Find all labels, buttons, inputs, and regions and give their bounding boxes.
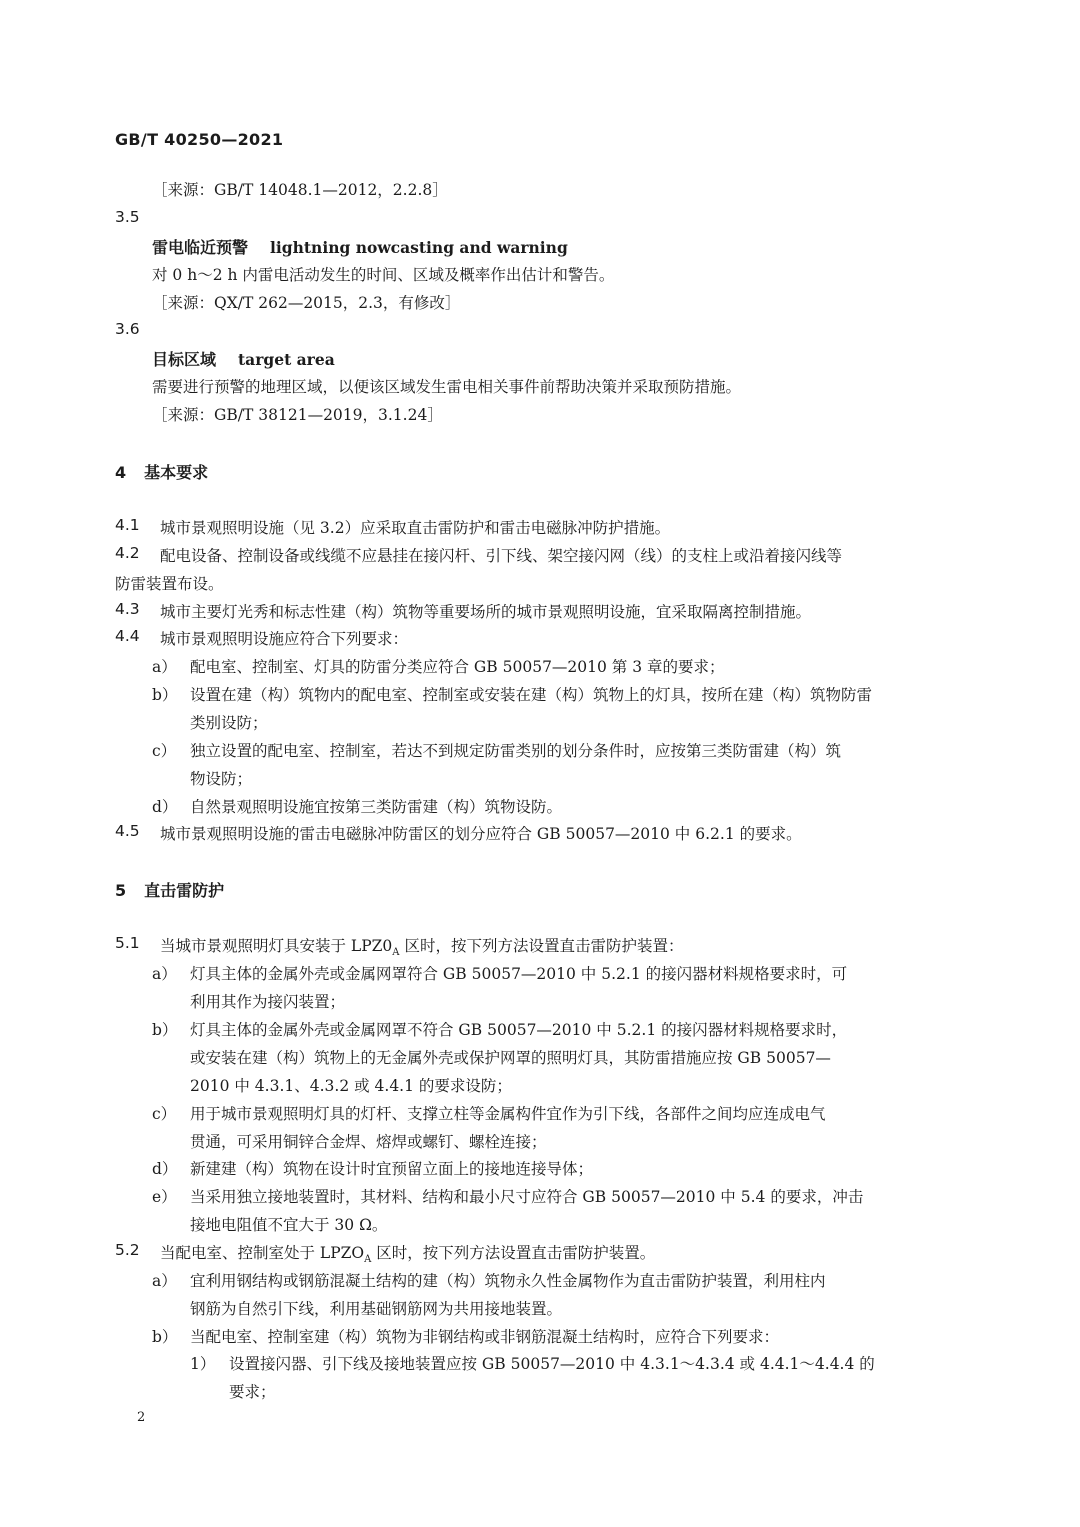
- source-citation: ［来源：GB/T 14048.1—2012，2.2.8］: [152, 181, 448, 199]
- list-item: 利用其作为接闪装置；: [190, 993, 346, 1011]
- list-item: 贯通，可采用铜锌合金焊、熔焊或螺钉、螺栓连接；: [190, 1133, 547, 1151]
- clause-number: 4.5: [115, 822, 140, 840]
- clause-text: 城市景观照明设施的雷击电磁脉冲防雷区的划分应符合 GB 50057—2010 中 6.2.1 的要求。: [160, 825, 802, 843]
- term-definition: 对 0 h～2 h 内雷电活动发生的时间、区域及概率作出估计和警告。: [152, 266, 615, 284]
- term-number: 3.5: [115, 208, 140, 226]
- list-marker: b）: [152, 1328, 178, 1346]
- section-heading: 4 基本要求: [115, 463, 209, 482]
- list-item: 灯具主体的金属外壳或金属网罩不符合 GB 50057—2010 中 5.2.1 的接闪器材料规格要求时，: [190, 1021, 848, 1039]
- clause-number: 5.2: [115, 1241, 140, 1259]
- list-item: 新建建（构）筑物在设计时宜预留立面上的接地连接导体；: [190, 1160, 594, 1178]
- list-item: 灯具主体的金属外壳或金属网罩符合 GB 50057—2010 中 5.2.1 的接闪器材料规格要求时，可: [190, 965, 848, 983]
- list-item: 或安装在建（构）筑物上的无金属外壳或保护网罩的照明灯具，其防雷措施应按 GB 50057—: [190, 1049, 831, 1067]
- term-english: lightning nowcasting and warning: [270, 238, 568, 257]
- term-chinese: 目标区域: [152, 350, 217, 369]
- list-item: 设置在建（构）筑物内的配电室、控制室或安装在建（构）筑物上的灯具，按所在建（构）筑物防雷: [190, 686, 873, 704]
- clause-number: 4.2: [115, 544, 140, 562]
- list-marker: d）: [152, 798, 178, 816]
- list-item: 宜利用钢结构或钢筋混凝土结构的建（构）筑物永久性金属物作为直击雷防护装置，利用柱内: [190, 1272, 826, 1290]
- clause-text: 城市主要灯光秀和标志性建（构）筑物等重要场所的城市景观照明设施，宜采取隔离控制措施。: [160, 603, 812, 621]
- list-item: 钢筋为自然引下线，利用基础钢筋网为共用接地装置。: [190, 1300, 563, 1318]
- list-marker: d）: [152, 1160, 178, 1178]
- clause-number: 4.3: [115, 600, 140, 618]
- list-marker: a）: [152, 658, 177, 676]
- list-marker: c）: [152, 1105, 177, 1123]
- term-chinese: 雷电临近预警: [152, 238, 249, 257]
- page-number: 2: [137, 1410, 146, 1425]
- list-item: 2010 中 4.3.1、4.3.2 或 4.4.1 的要求设防；: [190, 1077, 512, 1095]
- clause-number: 4.4: [115, 627, 140, 645]
- clause-text: 防雷装置布设。: [115, 575, 224, 593]
- list-item: 要求；: [229, 1383, 276, 1401]
- term-number: 3.6: [115, 320, 140, 338]
- list-item: 当配电室、控制室建（构）筑物为非钢结构或非钢筋混凝土结构时，应符合下列要求：: [190, 1328, 780, 1346]
- list-item: 自然景观照明设施宜按第三类防雷建（构）筑物设防。: [190, 798, 563, 816]
- list-item: 设置接闪器、引下线及接地装置应按 GB 50057—2010 中 4.3.1～4.3.4 或 4.4.1～4.4.4 的: [229, 1355, 875, 1373]
- list-item: 类别设防；: [190, 714, 268, 732]
- clause-number: 5.1: [115, 934, 140, 952]
- clause-text: 城市景观照明设施（见 3.2）应采取直击雷防护和雷击电磁脉冲防护措施。: [160, 519, 671, 537]
- section-heading: 5 直击雷防护: [115, 881, 225, 900]
- list-item: 当采用独立接地装置时，其材料、结构和最小尺寸应符合 GB 50057—2010 中 5.4 的要求，冲击: [190, 1188, 864, 1206]
- source-citation: ［来源：QX/T 262—2015，2.3，有修改］: [152, 294, 461, 312]
- list-marker: b）: [152, 686, 178, 704]
- clause-text: 城市景观照明设施应符合下列要求：: [160, 630, 409, 648]
- list-marker: a）: [152, 965, 177, 983]
- list-item: 接地电阻值不宜大于 30 Ω。: [190, 1216, 388, 1234]
- list-marker: b）: [152, 1021, 178, 1039]
- list-marker: e）: [152, 1188, 177, 1206]
- list-item: 配电室、控制室、灯具的防雷分类应符合 GB 50057—2010 第 3 章的要求；: [190, 658, 725, 676]
- list-item: 独立设置的配电室、控制室，若达不到规定防雷类别的划分条件时，应按第三类防雷建（构）筑: [190, 742, 842, 760]
- document-header: GB/T 40250—2021: [115, 130, 284, 149]
- clause-text: 配电设备、控制设备或线缆不应悬挂在接闪杆、引下线、架空接闪网（线）的支柱上或沿着接闪线等: [160, 547, 843, 565]
- list-item: 物设防；: [190, 770, 253, 788]
- clause-number: 4.1: [115, 516, 140, 534]
- list-marker: 1）: [190, 1355, 216, 1373]
- list-marker: a）: [152, 1272, 177, 1290]
- clause-text: 当配电室、控制室处于 $LPZO_A$ 区时，按下列方法设置直击雷防护装置。: [160, 1244, 656, 1266]
- list-marker: c）: [152, 742, 177, 760]
- term-heading: [152, 347, 335, 370]
- source-citation: ［来源：GB/T 38121—2019，3.1.24］: [152, 406, 443, 424]
- term-heading: [152, 235, 568, 258]
- list-item: 用于城市景观照明灯具的灯杆、支撑立柱等金属构件宜作为引下线，各部件之间均应连成电气: [190, 1105, 826, 1123]
- term-english: target area: [238, 350, 335, 369]
- clause-text: 当城市景观照明灯具安装于 $LPZ0_A$ 区时，按下列方法设置直击雷防护装置：: [160, 937, 684, 959]
- term-definition: 需要进行预警的地理区域，以便该区域发生雷电相关事件前帮助决策并采取预防措施。: [152, 378, 742, 396]
